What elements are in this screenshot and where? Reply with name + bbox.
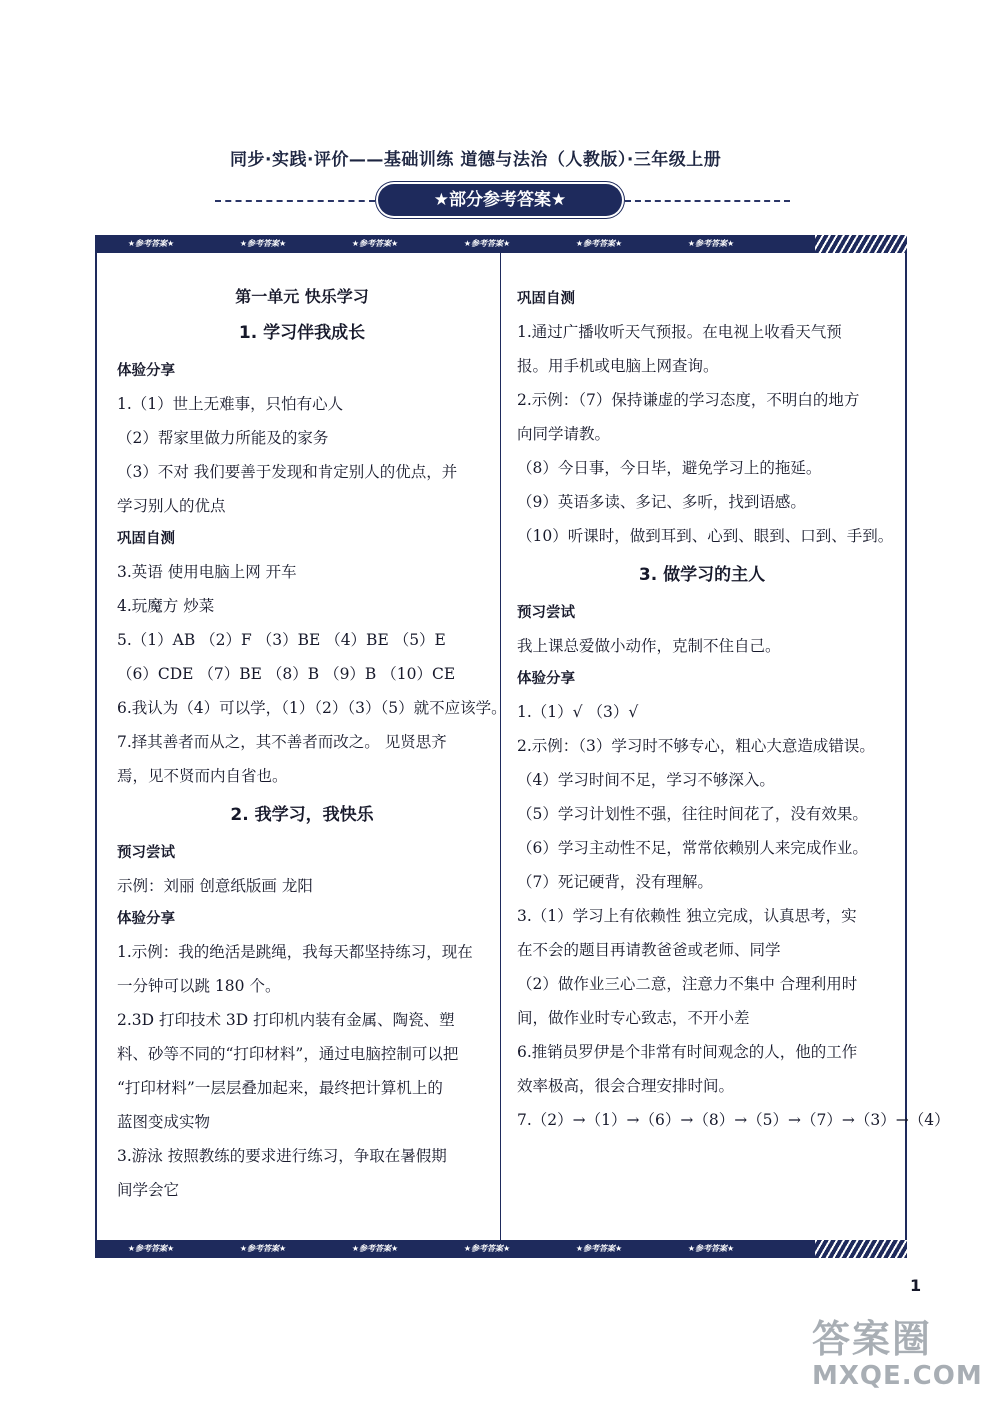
answer-line: 间，做作业时专心致志，不开小差 (517, 1009, 750, 1027)
book-title: 同步·实践·评价——基础训练 道德与法治（人教版）·三年级上册 (230, 150, 722, 170)
answer-line: （3）不对 我们要善于发现和肯定别人的优点，并 (117, 463, 458, 481)
answer-line: 1.示例：我的绝活是跳绳，我每天都坚持练习，现在 (117, 943, 473, 961)
answer-line: 3.游泳 按照教练的要求进行练习，争取在暑假期 (117, 1147, 447, 1165)
strip-tag: ★参考答案★ (687, 239, 735, 248)
answer-line: 在不会的题目再请教爸爸或老师、同学 (517, 941, 781, 959)
section-heading: 体验分享 (117, 911, 175, 927)
strip-tag: ★参考答案★ (463, 1244, 511, 1253)
answer-line: 效率极高，很会合理安排时间。 (517, 1077, 735, 1095)
answer-line: 5.（1）AB （2）F （3）BE （4）BE （5）E (117, 631, 446, 649)
strip-tag: ★参考答案★ (575, 239, 623, 248)
answer-line: （6）CDE （7）BE （8）B （9）B （10）CE (117, 665, 456, 683)
lesson-heading: 2. 我学习，我快乐 (230, 805, 374, 825)
answer-line: （7）死记硬背，没有理解。 (517, 873, 713, 891)
strip-tag: ★参考答案★ (127, 1244, 175, 1253)
answer-line: 我上课总爱做小动作，克制不住自己。 (517, 637, 781, 655)
answer-line: （5）学习计划性不强，往往时间花了，没有效果。 (517, 805, 868, 823)
banner-dash-right (625, 200, 790, 202)
answer-line: 2.3D 打印技术 3D 打印机内装有金属、陶瓷、塑 (117, 1011, 455, 1029)
section-heading: 预习尝试 (117, 845, 175, 861)
answer-line: （8）今日事，今日毕，避免学习上的拖延。 (517, 459, 822, 477)
answer-line: 1.通过广播收听天气预报。在电视上收看天气预 (517, 323, 842, 341)
answer-line: 2.示例：（7）保持谦虚的学习态度，不明白的地方 (517, 391, 860, 409)
right-answer-column (517, 283, 950, 1137)
left-answer-column (117, 283, 507, 1207)
strip-tag: ★参考答案★ (239, 239, 287, 248)
answer-line: 蓝图变成实物 (117, 1113, 211, 1131)
strip-tag: ★参考答案★ (351, 1244, 399, 1253)
answer-line: 6.推销员罗伊是个非常有时间观念的人，他的工作 (517, 1043, 858, 1061)
strip-hatch-decoration (815, 1240, 907, 1258)
watermark-logo (812, 1318, 1000, 1402)
unit-heading: 第一单元 快乐学习 (235, 287, 369, 306)
answer-line: 报。用手机或电脑上网查询。 (517, 357, 719, 375)
strip-hatch-decoration (815, 235, 907, 253)
answer-line: （10）听课时，做到耳到、心到、眼到、口到、手到。 (517, 527, 894, 545)
answer-line: （2）做作业三心二意，注意力不集中 合理利用时 (517, 975, 858, 993)
answer-line: 7.（2）→（1）→（6）→（8）→（5）→（7）→（3）→（4） (517, 1111, 950, 1129)
bottom-strip (95, 1240, 907, 1258)
page-number: 1 (910, 1276, 922, 1295)
answer-line: 6.我认为（4）可以学，（1）（2）（3）（5）就不应该学。 (117, 699, 507, 717)
answer-line: 学习别人的优点 (117, 497, 226, 515)
column-divider (500, 253, 501, 1240)
top-strip-tags (95, 235, 795, 253)
strip-tag: ★参考答案★ (463, 239, 511, 248)
lesson-heading: 1. 学习伴我成长 (238, 323, 366, 343)
answer-line: 2.示例：（3）学习时不够专心，粗心大意造成错误。 (517, 737, 875, 755)
answer-line: （2）帮家里做力所能及的家务 (117, 429, 329, 447)
answer-line: 向同学请教。 (517, 425, 611, 443)
answer-line: 焉，见不贤而内自省也。 (117, 767, 288, 785)
answer-line: 间学会它 (117, 1181, 180, 1199)
watermark-top: 答案圈 (812, 1317, 933, 1361)
strip-tag: ★参考答案★ (127, 239, 175, 248)
answer-line: （6）学习主动性不足，常常依赖别人来完成作业。 (517, 839, 868, 857)
answer-line: （4）学习时间不足，学习不够深入。 (517, 771, 775, 789)
answer-line: 7.择其善者而从之，其不善者而改之。 见贤思齐 (117, 733, 447, 751)
answer-line: 示例：刘丽 创意纸版画 龙阳 (117, 877, 313, 895)
banner-dash-left (215, 200, 375, 202)
answer-line: 3.英语 使用电脑上网 开车 (117, 563, 297, 581)
lesson-heading: 3. 做学习的主人 (638, 565, 766, 585)
answer-line: 3.（1）学习上有依赖性 独立完成，认真思考，实 (517, 907, 857, 925)
answer-banner: ★部分参考答案★ (378, 184, 622, 216)
strip-tag: ★参考答案★ (575, 1244, 623, 1253)
section-heading: 巩固自测 (117, 531, 175, 547)
top-strip (95, 235, 907, 253)
answer-line: （9）英语多读、多记、多听，找到语感。 (517, 493, 806, 511)
section-heading: 体验分享 (117, 363, 175, 379)
strip-tag: ★参考答案★ (239, 1244, 287, 1253)
section-heading: 体验分享 (517, 671, 575, 687)
answer-line: 4.玩魔方 炒菜 (117, 597, 215, 615)
bottom-strip-tags (95, 1240, 795, 1258)
answer-line: 一分钟可以跳 180 个。 (117, 977, 281, 995)
strip-tag: ★参考答案★ (687, 1244, 735, 1253)
strip-tag: ★参考答案★ (351, 239, 399, 248)
answer-line: “打印材料”一层层叠加起来，最终把计算机上的 (117, 1079, 443, 1097)
section-heading: 预习尝试 (517, 605, 575, 621)
answer-line: 1.（1）√ （3）√ (517, 703, 639, 721)
section-heading: 巩固自测 (517, 291, 575, 307)
answer-line: 1.（1）世上无难事，只怕有心人 (117, 395, 344, 413)
watermark-bottom: MXQE.COM (812, 1361, 983, 1391)
answer-line: 料、砂等不同的“打印材料”，通过电脑控制可以把 (117, 1045, 459, 1063)
